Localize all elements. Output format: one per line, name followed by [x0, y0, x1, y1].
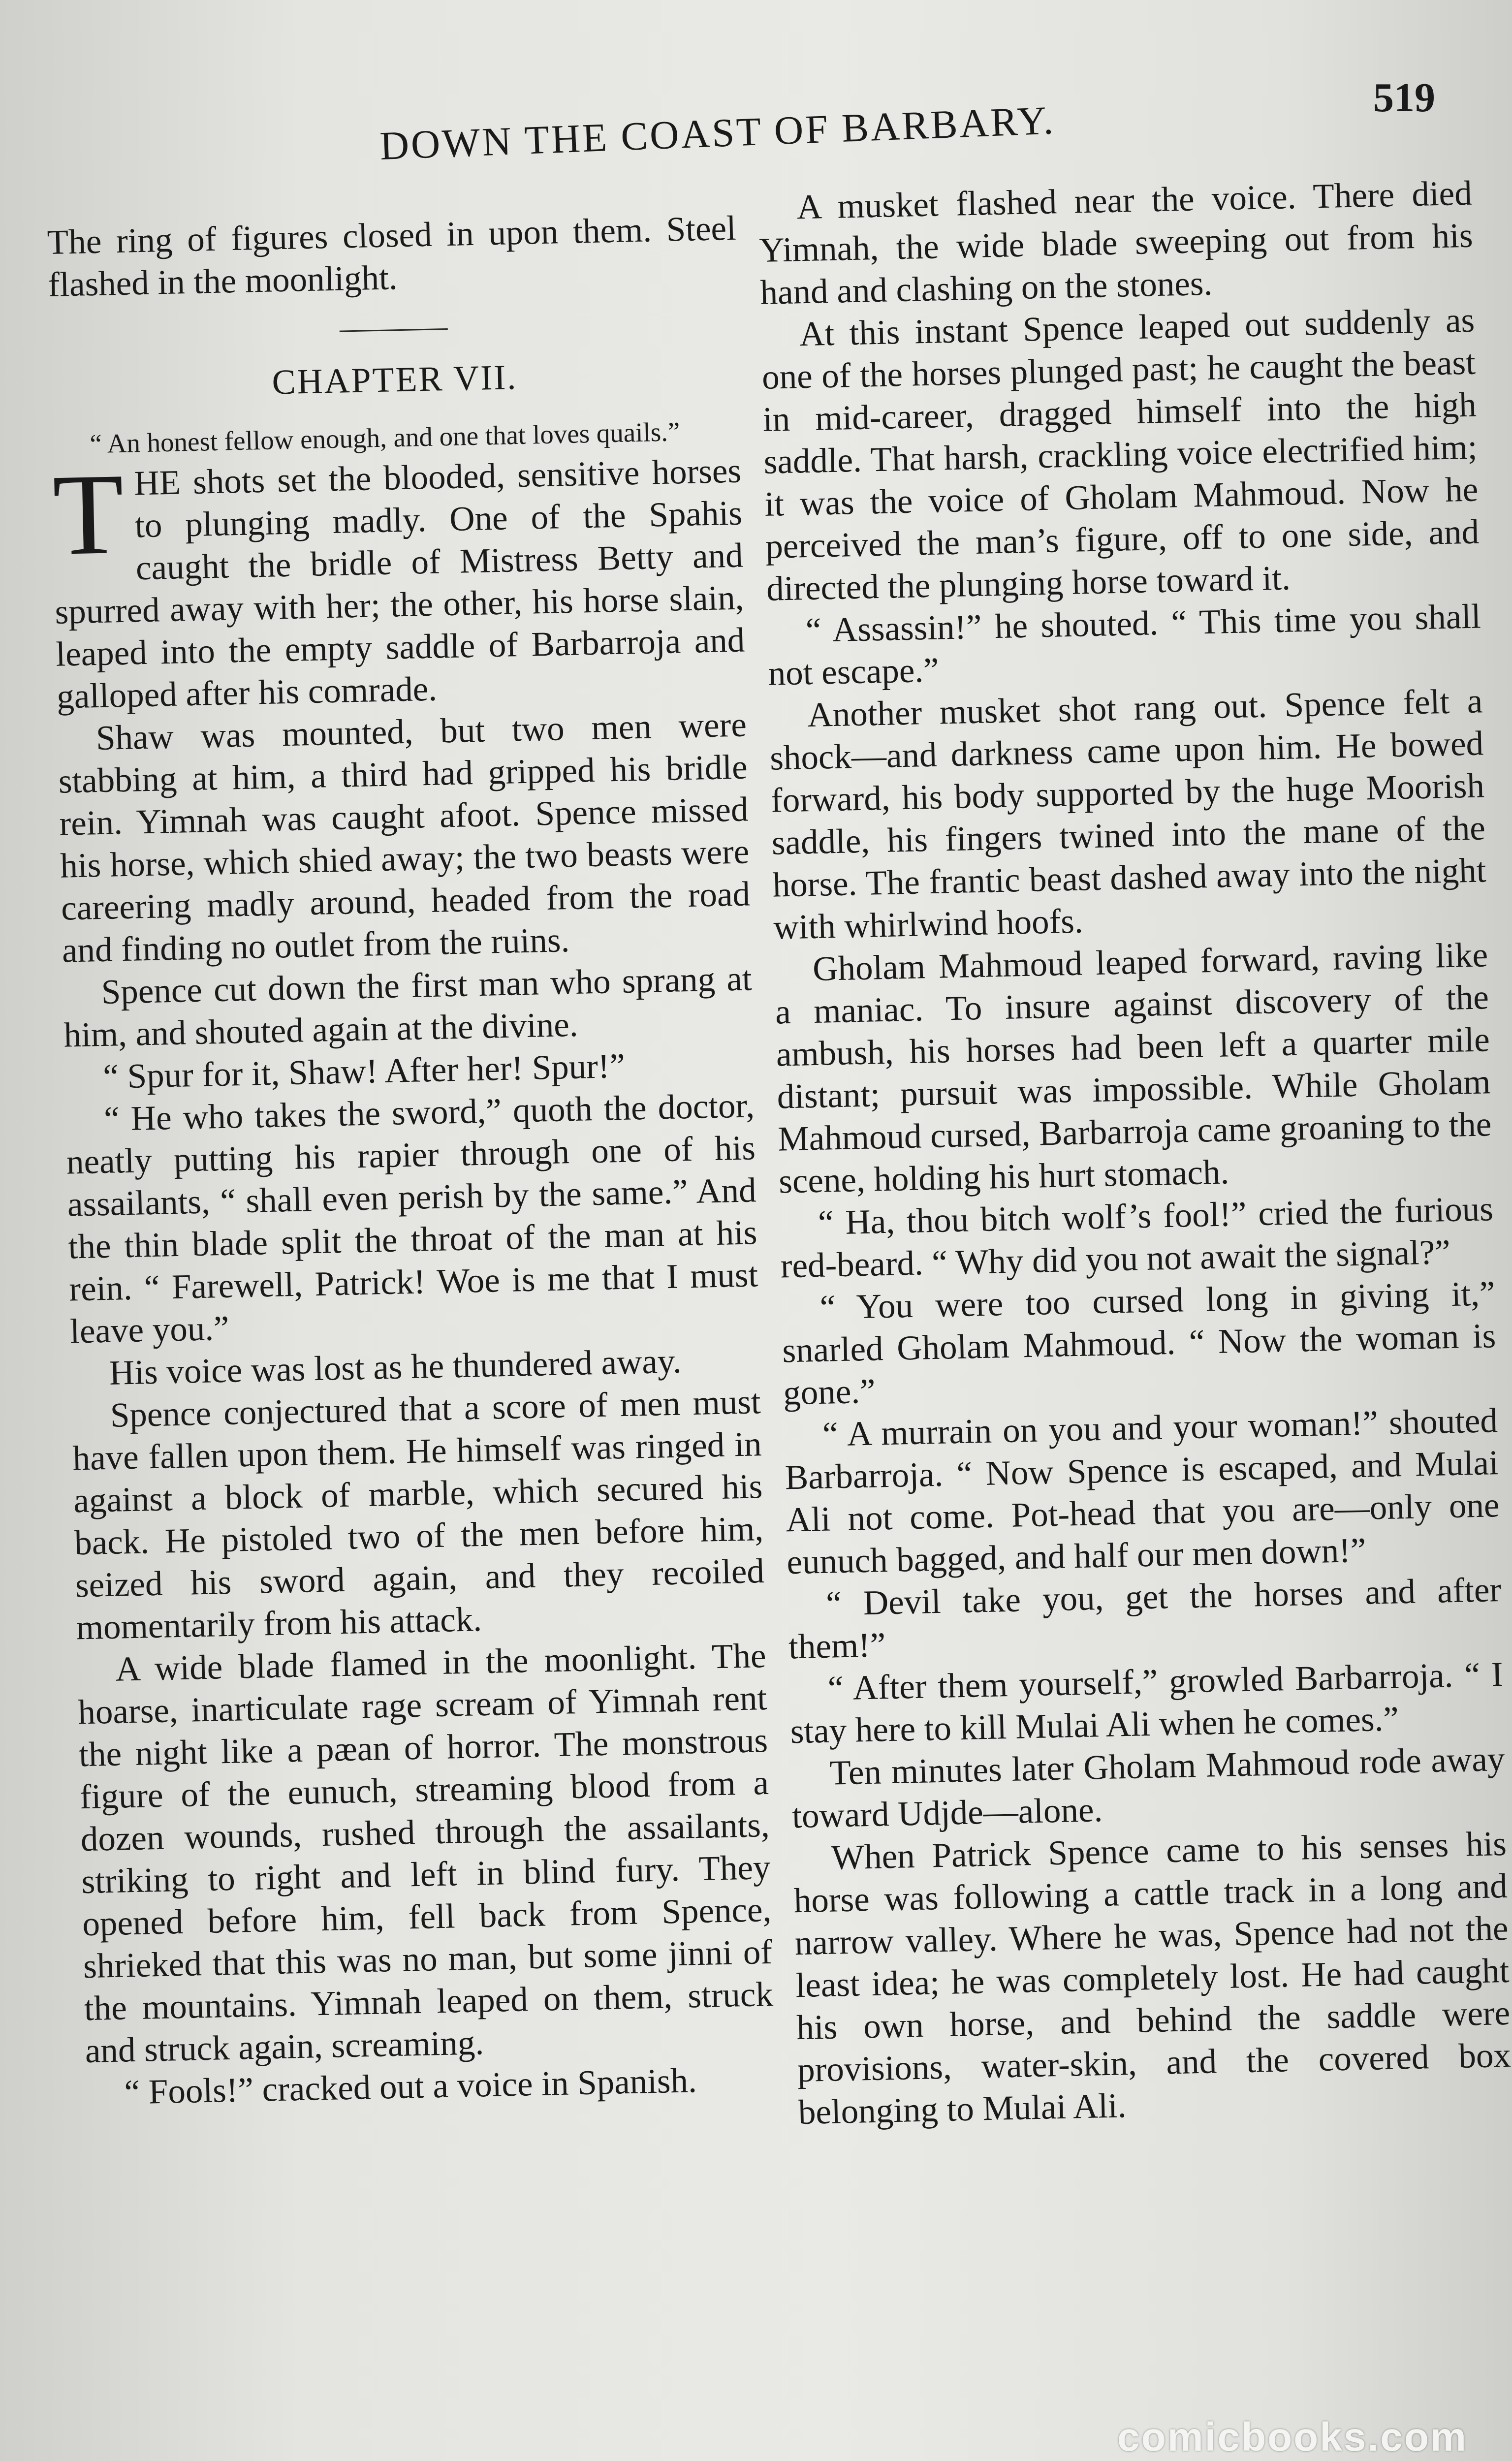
drop-cap: T	[51, 449, 126, 580]
paragraph: Gholam Mahmoud leaped forward, raving like a maniac. To insure against discovery of the ambush, his horses had been left a quarter mile distant; pursuit was impossible. While Gholam Mahmoud cursed, Barbarroja came groaning to the scene, holding his hurt stomach.	[775, 936, 1492, 1201]
paragraph: Ten minutes later Gholam Mahmoud rode away toward Udjde—alone.	[791, 1739, 1506, 1836]
first-paragraph	[52, 450, 746, 718]
paragraph: “ You were too cursed long in giving it,” snarled Gholam Mahmoud. “ Now the woman is gone.”	[782, 1274, 1497, 1413]
paragraph: “ Fools!” cracked out a voice in Spanish.	[124, 2061, 697, 2112]
paragraph: “ After them yourself,” growled Barbarroja. “ I stay here to kill Mulai Ali when he comes.”	[789, 1655, 1504, 1751]
paragraph: “ A murrain on you and your woman!” shouted Barbarroja. “ Now Spence is escaped, and Mulai Ali not come. Pot-head that you are—only one eunuch bagged, and half our men down!”	[785, 1401, 1500, 1582]
right-column	[758, 172, 1512, 2134]
left-column	[47, 207, 775, 2114]
paragraph: A wide blade flamed in the moonlight. The hoarse, inarticulate rage scream of Yimnah rent the night like a pæan of horror. The monstrous figure of the eunuch, streaming blood from a dozen wounds, rushed through the assailants, striking to right and left in blind fury. They opened before him, fell back from Spence, shrieked that this was no man, but some jinni of the mountains. Yimnah leaped on them, struck and struck again, screaming.	[77, 1637, 774, 2071]
running-head: DOWN THE COAST OF BARBARY.	[379, 97, 1056, 168]
page-number: 519	[1373, 75, 1435, 121]
first-paragraph-text: HE shots set the blooded, sensitive horses to plunging madly. One of the Spahis caught the bridle of Mistress Betty and spurred away with her; the other, his horse slain, leaped into the empty saddle of Barbarroja and galloped after his comrade.	[54, 451, 745, 716]
paragraph: When Patrick Spence came to his senses his horse was following a cattle track in a long and narrow valley. Where he was, Spence had not the least idea; he was completely lost. He had caught his own horse, and behind the saddle were provisions, water-skin, and the covered box belonging to Mulai Ali.	[793, 1824, 1512, 2132]
paragraph: Another musket shot rang out. Spence felt a shock—and darkness came upon him. He bowed forward, his body supported by the huge Moorish saddle, his fingers twined into the mane of the horse. The frantic beast dashed away into the night with whirlwind hoofs.	[769, 682, 1487, 947]
paragraph: A musket flashed near the voice. There died Yimnah, the wide blade sweeping out from his hand and clashing on the stones.	[758, 174, 1474, 312]
paragraph: “ Devil take you, get the horses and after them!”	[788, 1571, 1502, 1667]
paragraph: At this instant Spence leaped out suddenly as one of the horses plunged past; he caught the beast in mid-career, dragged himself into the high saddle. That harsh, crackling voice electrified him; it was the voice of Gholam Mahmoud. Now he perceived the man’s figure, off to one side, and directed the plunging horse toward it.	[761, 301, 1480, 608]
chapter-heading: CHAPTER VII.	[271, 357, 518, 402]
epigraph: “ An honest fellow enough, and one that loves quails.”	[89, 416, 680, 459]
watermark: comicbooks.com	[1117, 2415, 1468, 2460]
paragraph: Spence cut down the first man who sprang at him, and shouted again at the divine.	[63, 959, 753, 1055]
paragraph: Spence conjectured that a score of men must have fallen upon them. He himself was ringed in against a block of marble, which secured his back. He pistoled two of the men before him, seized his sword again, and they recoiled momentarily from his attack.	[72, 1383, 765, 1647]
paragraph: His voice was lost as he thundered away.	[109, 1342, 682, 1392]
paragraph: Shaw was mounted, but two men were stabbing at him, a third had gripped his bridle rein. Yimnah was caught afoot. Spence missed his horse, which shied away; the two beasts were careering madly around, headed from the road and finding no outlet from the ruins.	[58, 705, 751, 970]
paragraph: “ He who takes the sword,” quoth the doctor, neatly putting his rapier through one of his assailants, “ shall even perish by the same.” And the thin blade split the throat of the man at his rein. “ Farewell, Patrick! Woe is me that I must leave you.”	[66, 1086, 758, 1351]
paragraph: “ Assassin!” he shouted. “ This time you shall not escape.”	[767, 597, 1481, 693]
paragraph: “ Spur for it, Shaw! After her! Spur!”	[102, 1046, 626, 1096]
section-divider	[340, 328, 448, 332]
paragraph: The ring of figures closed in upon them. Steel flashed in the moonlight.	[47, 209, 737, 304]
paragraph: “ Ha, thou bitch wolf’s fool!” cried the furious red-beard. “ Why did you not await the signal?”	[780, 1190, 1494, 1286]
